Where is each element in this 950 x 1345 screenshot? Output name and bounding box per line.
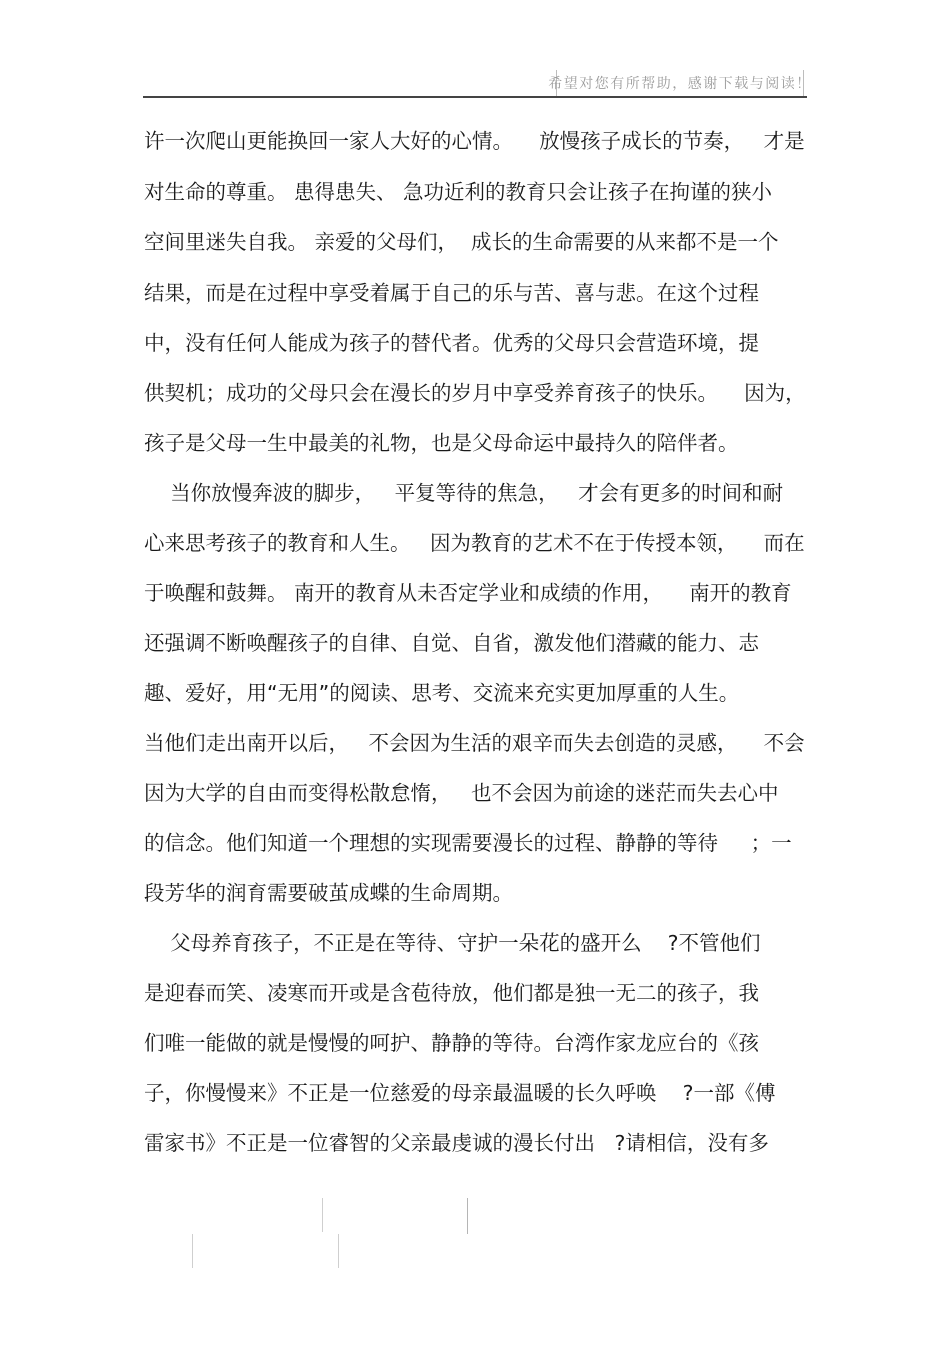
- text-line: 是迎春而笑、凌寒而开或是含苞待放，他们都是独一无二的孩子，我: [144, 981, 759, 1005]
- scan-artifact-line: [322, 1198, 323, 1232]
- text-line: 许一次爬山更能换回一家人大好的心情。 放慢孩子成长的节奏， 才是: [144, 129, 805, 153]
- text-line: 段芳华的润育需要破茧成蝶的生命周期。: [144, 881, 513, 905]
- text-line: 的信念。他们知道一个理想的实现需要漫长的过程、静静的等待 ；一: [144, 831, 792, 855]
- text-line: 孩子是父母一生中最美的礼物，也是父母命运中最持久的陪伴者。: [144, 431, 739, 455]
- text-line: 中，没有任何人能成为孩子的替代者。优秀的父母只会营造环境，提: [144, 331, 759, 355]
- scan-artifact-line: [467, 1198, 468, 1234]
- text-line: 子，你慢慢来》不正是一位慈爱的母亲最温暖的长久呼唤 ?一部《傅: [144, 1081, 776, 1105]
- text-line: 雷家书》不正是一位睿智的父亲最虔诚的漫长付出 ?请相信，没有多: [144, 1131, 769, 1155]
- text-line: 结果，而是在过程中享受着属于自己的乐与苦、喜与悲。在这个过程: [144, 281, 759, 305]
- text-line: 心来思考孩子的教育和人生。 因为教育的艺术不在于传授本领， 而在: [144, 531, 805, 555]
- text-line: 于唤醒和鼓舞。 南开的教育从未否定学业和成绩的作用， 南开的教育: [144, 581, 792, 605]
- text-line: 供契机；成功的父母只会在漫长的岁月中享受养育孩子的快乐。 因为，: [144, 381, 806, 405]
- text-line: 还强调不断唤醒孩子的自律、自觉、自省，激发他们潜藏的能力、志: [144, 631, 759, 655]
- header-divider: [143, 96, 807, 98]
- page-header: [548, 70, 812, 96]
- text-line: 空间里迷失自我。 亲爱的父母们， 成长的生命需要的从来都不是一个: [144, 230, 779, 254]
- text-line: 当他们走出南开以后， 不会因为生活的艰辛而失去创造的灵感， 不会: [144, 731, 805, 755]
- text-line: 当你放慢奔波的脚步， 平复等待的焦急， 才会有更多的时间和耐: [144, 481, 784, 505]
- text-line: 因为大学的自由而变得松散怠惰， 也不会因为前途的迷茫而失去心中: [144, 781, 779, 805]
- text-line: 父母养育孩子，不正是在等待、守护一朵花的盛开么 ?不管他们: [144, 931, 761, 955]
- text-line: 对生命的尊重。 患得患失、 急功近利的教育只会让孩子在拘谨的狭小: [144, 180, 773, 204]
- header-note: 希望对您有所帮助，感谢下载与阅读！: [548, 76, 812, 92]
- text-line: 们唯一能做的就是慢慢的呵护、静静的等待。台湾作家龙应台的《孩: [144, 1031, 759, 1055]
- text-line: 趣、爱好，用“无用”的阅读、思考、交流来充实更加厚重的人生。: [144, 681, 740, 705]
- scan-artifact-line: [338, 1234, 339, 1268]
- scan-artifact-line: [192, 1234, 193, 1268]
